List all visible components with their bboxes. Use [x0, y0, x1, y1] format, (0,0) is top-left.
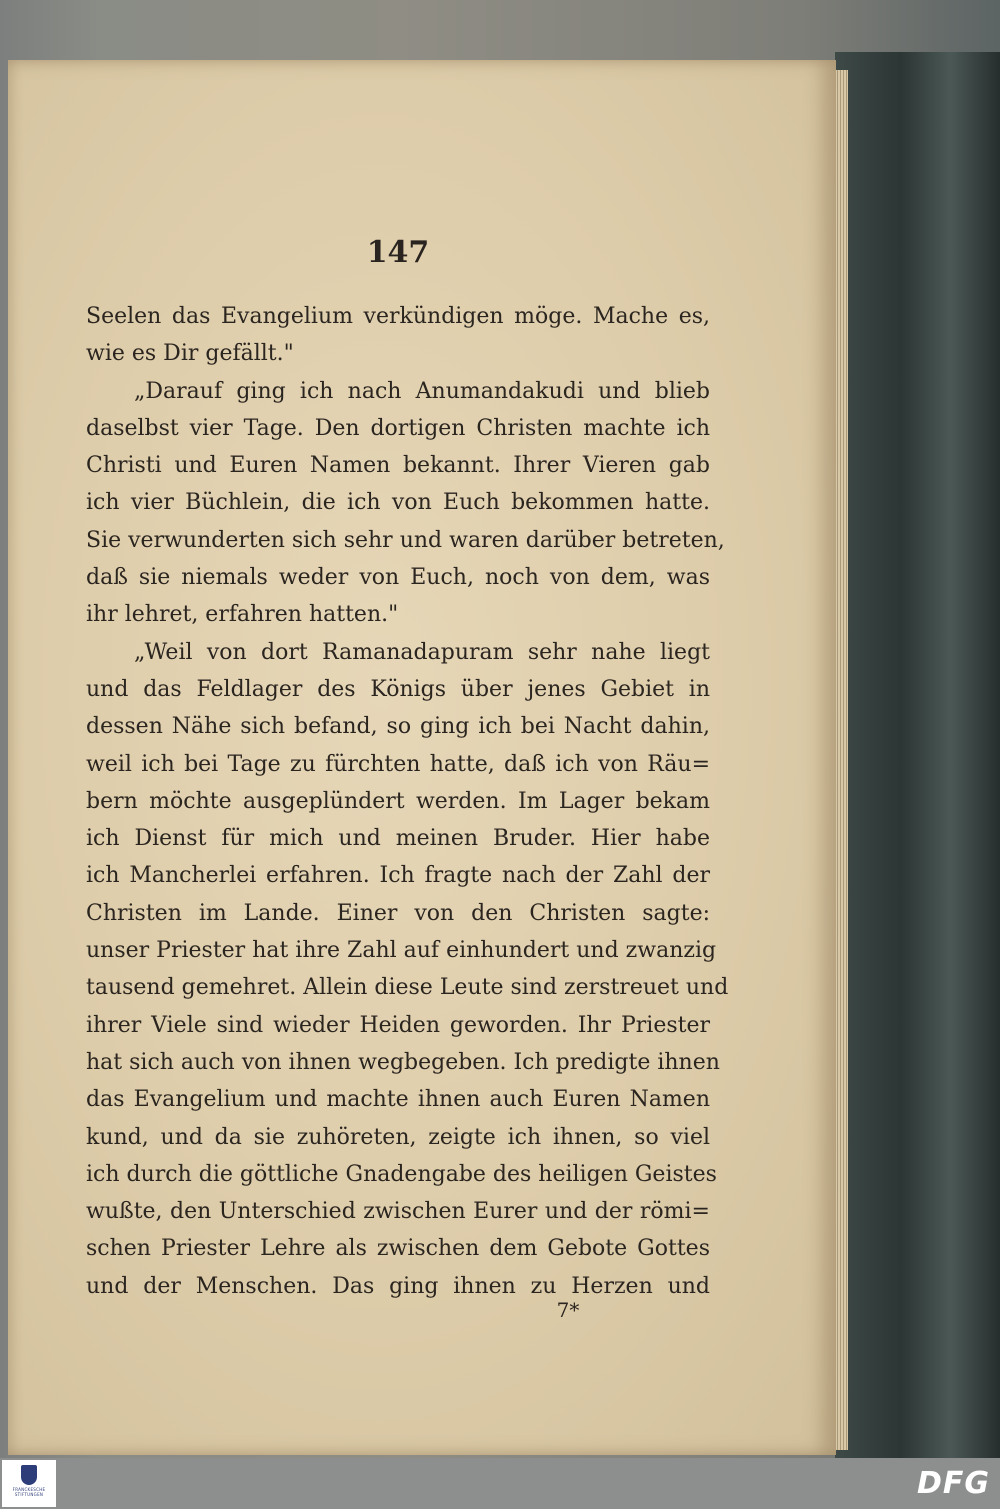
text-line: daß sie niemals weder von Euch, noch von dem, was	[86, 565, 710, 591]
text-line: ihr lehret, erfahren hatten."	[86, 602, 399, 628]
text-line: ich Mancherlei erfahren. Ich fragte nach der Zahl der	[86, 863, 710, 889]
text-line: unser Priester hat ihre Zahl auf einhundert und zwanzig	[86, 938, 717, 964]
text-line: wie es Dir gefällt."	[86, 341, 294, 367]
text-line: Christen im Lande. Einer von den Christen sagte:	[86, 900, 710, 926]
text-line: dessen Nähe sich befand, so ging ich bei Nacht dahin,	[86, 714, 710, 740]
logo-caption: FRANCKESCHE STIFTUNGEN	[12, 1487, 46, 1497]
text-line: wußte, den Unterschied zwischen Eurer und der römi=	[86, 1199, 710, 1225]
text-line: Sie verwunderten sich sehr und waren darüber betreten,	[86, 527, 725, 553]
text-line: und der Menschen. Das ging ihnen zu Herzen und	[86, 1273, 710, 1299]
book-page	[8, 60, 836, 1455]
franckesche-stiftungen-logo	[2, 1460, 56, 1507]
text-line: hat sich auch von ihnen wegbegeben. Ich predigte ihnen	[86, 1049, 720, 1075]
text-line: ihrer Viele sind wieder Heiden geworden. Ihr Priester	[86, 1012, 710, 1038]
text-line: Christi und Euren Namen bekannt. Ihrer Vieren gab	[86, 453, 710, 479]
text-line: daselbst vier Tage. Den dortigen Christen machte ich	[86, 415, 710, 441]
text-line: Seelen das Evangelium verkündigen möge. Mache es,	[86, 304, 710, 329]
text-line: kund, und da sie zuhöreten, zeigte ich ihnen, so viel	[86, 1124, 710, 1150]
text-line: „Weil von dort Ramanadapuram sehr nahe liegt	[134, 639, 710, 665]
text-line: tausend gemehret. Allein diese Leute sind zerstreuet und	[86, 975, 729, 1001]
text-line: das Evangelium und machte ihnen auch Euren Namen	[86, 1087, 710, 1113]
page-number: 147	[366, 235, 430, 270]
body-text	[86, 298, 729, 1305]
dfg-logo: DFG	[916, 1466, 990, 1501]
text-line: und das Feldlager des Königs über jenes Gebiet in	[86, 676, 710, 702]
text-line: „Darauf ging ich nach Anumandakudi und blieb	[134, 378, 710, 404]
text-line: bern möchte ausgeplündert werden. Im Lager bekam	[86, 788, 710, 814]
book-cover	[835, 52, 1000, 1458]
text-line: ich vier Büchlein, die ich von Euch bekommen hatte.	[86, 490, 710, 516]
text-line: ich Dienst für mich und meinen Bruder. Hier habe	[86, 826, 710, 852]
text-line: ich durch die göttliche Gnadengabe des heiligen Geistes	[86, 1161, 717, 1187]
text-line: schen Priester Lehre als zwischen dem Gebote Gottes	[86, 1236, 710, 1262]
footer-bar	[0, 1458, 1000, 1509]
stiftungen-emblem-icon	[21, 1465, 37, 1485]
signature-mark: 7*	[556, 1298, 580, 1322]
text-line: weil ich bei Tage zu fürchten hatte, daß ich von Räu=	[86, 751, 710, 777]
